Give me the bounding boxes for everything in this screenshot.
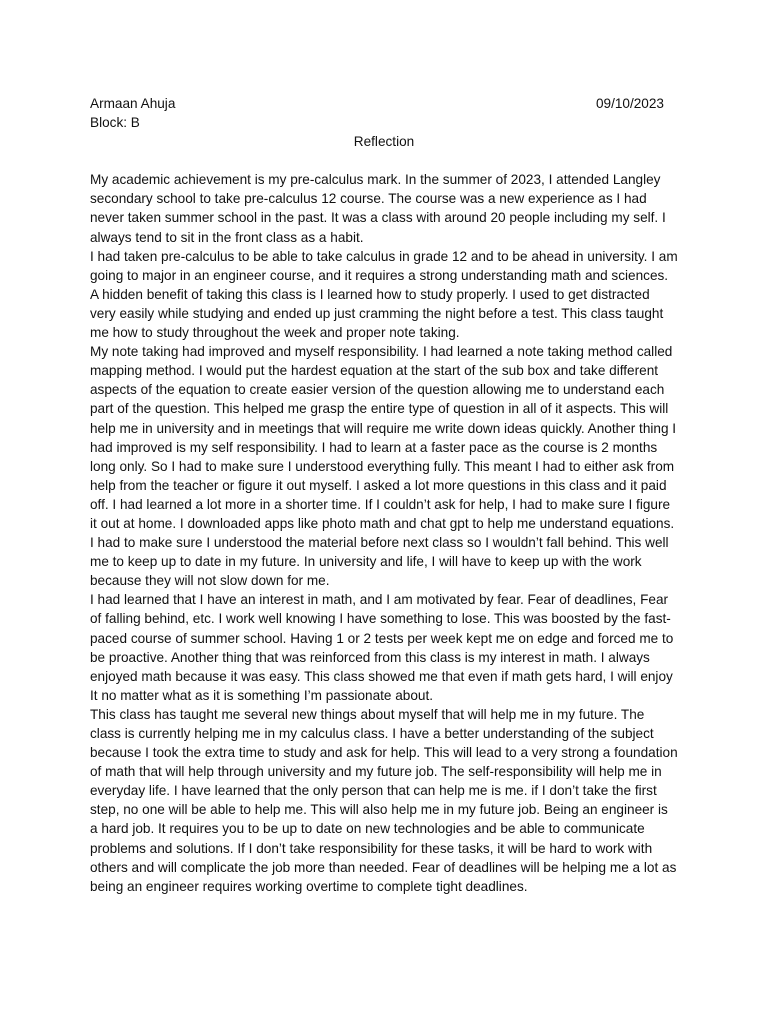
document-date: 09/10/2023 bbox=[595, 96, 664, 111]
document-title: Reflection bbox=[353, 134, 415, 150]
paragraph-4: I had learned that I have an interest in math, and I am motivated by fear. Fear of deadlines, Fear of falling behind, etc. I work well knowing I have something to lose. This was boosted by the fast-paced course of summer school. Having 1 or 2 tests per week kept me on edge and forced me to be proactive. Another thing that was reinforced from this class is my interest in math. I always enjoyed math because it was easy. This class showed me that even if math gets hard, I will enjoy It no matter what as it is something I’m passionate about. bbox=[90, 592, 674, 703]
block-label: Block: B bbox=[90, 115, 140, 131]
header-row bbox=[90, 94, 664, 113]
paragraph-2: I had taken pre-calculus to be able to take calculus in grade 12 and to be ahead in university. I am going to major in an engineer course, and it requires a strong understanding math and sciences. A hidden benefit of taking this class is I learned how to study properly. I used to get distracted very easily while studying and ended up just cramming the night before a test. This class taught me how to study throughout the week and proper note taking. bbox=[90, 248, 678, 341]
paragraph-3: My note taking had improved and myself responsibility. I had learned a note taking method called mapping method. I would put the hardest equation at the start of the sub box and take different aspects of the equation to create easier version of the question allowing me to understand each part of the question. This helped me grasp the entire type of question in all of it aspects. This will help me in university and in meetings that will require me write down ideas quickly. Another thing I had improved is my self responsibility. I had to learn at a faster pace as the course is 2 months long only. So I had to make sure I understood everything fully. This meant I had to either ask from help from the teacher or figure it out myself. I asked a lot more questions in this class and it paid off. I had learned a lot more in a shorter time. If I couldn’t ask for help, I had to make sure I figure it out at home. I downloaded apps like photo math and chat gpt to help me understand equations. I had to make sure I understood the material before next class so I wouldn’t fall behind. This well me to keep up to date in my future. In university and life, I will have to keep up with the work because they will not slow down for me. bbox=[90, 344, 677, 589]
paragraph-1: My academic achievement is my pre-calculus mark. In the summer of 2023, I attended Langley secondary school to take pre-calculus 12 course. The course was a new experience as I had never taken summer school in the past. It was a class with around 20 people including my self. I always tend to sit in the front class as a habit. bbox=[90, 172, 666, 245]
document-page bbox=[90, 94, 678, 896]
title-spacer bbox=[90, 151, 678, 170]
author-name: Armaan Ahuja bbox=[90, 96, 176, 111]
paragraph-5: This class has taught me several new things about myself that will help me in my future. The class is currently helping me in my calculus class. I have a better understanding of the subject because I took the extra time to study and ask for help. This will lead to a very strong a foundation of math that will help through university and my future job. The self-responsibility will help me in everyday life. I have learned that the only person that can help me is me. if I don’t take the first step, no one will be able to help me. This will also help me in my future job. Being an engineer is a hard job. It requires you to be up to date on new technologies and be able to communicate problems and solutions. If I don’t take responsibility for these tasks, it will be hard to work with others and will complicate the job more than needed. Fear of deadlines will be helping me a lot as being an engineer requires working overtime to complete tight deadlines. bbox=[90, 706, 678, 894]
